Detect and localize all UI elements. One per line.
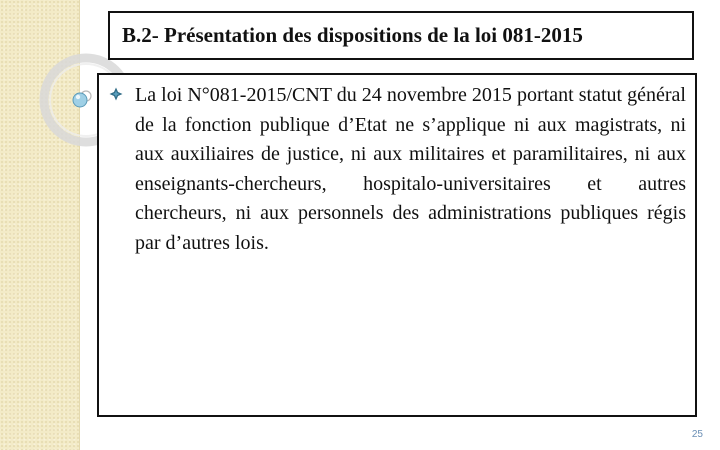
page-number: 25 <box>691 429 703 440</box>
slide-title: B.2- Présentation des dispositions de la loi 081-2015 <box>122 23 583 47</box>
diamond-bullet-icon <box>109 87 123 101</box>
slide-content-box <box>97 73 697 417</box>
slide-title-box <box>108 11 694 60</box>
left-decorative-band <box>0 0 80 450</box>
bullet-text: La loi N°081-2015/CNT du 24 novembre 2015 portant statut général de la fonction publique d’Etat ne s’applique ni aux magistrats, ni aux auxiliaires de justice, ni aux militaires et paramilitaires, ni aux enseignants-chercheurs, hospitalo-universitaires et autres chercheurs, ni aux personnels des administrations publiques régis par d’autres lois. <box>135 84 686 254</box>
